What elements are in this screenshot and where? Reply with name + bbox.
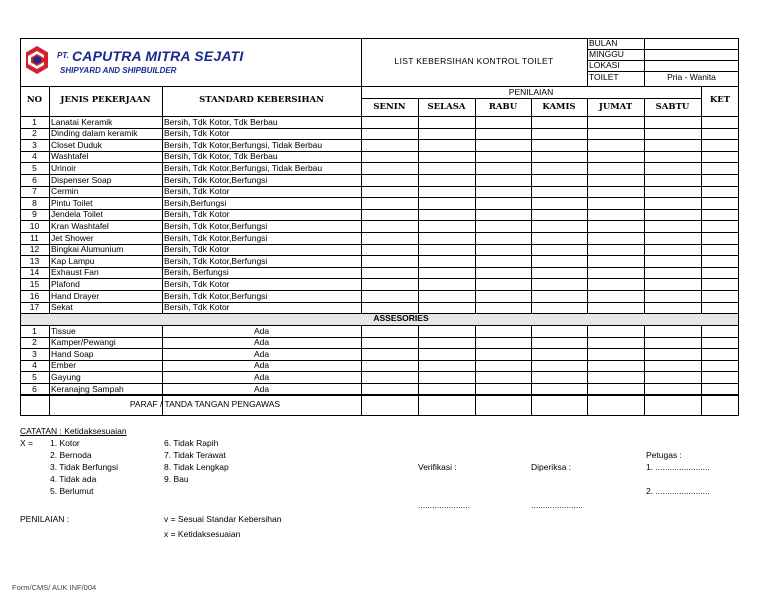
row-standard: Ada [253, 360, 270, 371]
catatan-item: 1. Kotor [50, 438, 80, 448]
bulan-label: BULAN [589, 38, 618, 48]
row-standard: Bersih, Tdk Kotor [164, 128, 230, 139]
row-standard: Ada [253, 383, 270, 394]
catatan-x-label: X = [20, 438, 33, 448]
row-standard: Bersih, Tdk Kotor, Tdk Berbau [164, 151, 278, 162]
row-jenis: Jendela Toilet [51, 209, 103, 220]
row-standard: Bersih, Tdk Kotor,Berfungsi [164, 232, 268, 243]
row-jenis: Kamper/Pewangi [51, 337, 116, 348]
row-number: 10 [29, 220, 40, 231]
catatan-item: 3. Tidak Berfungsi [50, 462, 119, 472]
row-jenis: Jet Shower [51, 232, 94, 243]
row-jenis: Washtafel [51, 151, 89, 162]
minggu-label: MINGGU [589, 49, 624, 59]
row-jenis: Kran Washtafel [51, 220, 109, 231]
row-standard: Ada [253, 325, 270, 336]
row-number: 9 [32, 209, 37, 220]
row-number: 1 [32, 325, 37, 336]
row-number: 2 [32, 337, 37, 348]
row-jenis: Exhaust Fan [51, 267, 99, 278]
row-standard: Bersih, Berfungsi [164, 267, 229, 278]
row-number: 4 [32, 151, 37, 162]
assesories-title: ASSESORIES [373, 313, 429, 323]
row-number: 11 [30, 232, 39, 243]
catatan-item: 5. Berlumut [50, 486, 94, 496]
company-tagline: SHIPYARD AND SHIPBUILDER [60, 66, 177, 75]
row-number: 6 [32, 174, 37, 185]
diperiksa-signature-line: ...................... [531, 500, 583, 510]
row-number: 5 [32, 371, 37, 382]
row-standard: Bersih, Tdk Kotor,Berfungsi [164, 220, 268, 231]
row-jenis: Ember [51, 360, 77, 371]
form-title: LIST KEBERSIHAN KONTROL TOILET [394, 56, 554, 66]
row-standard: Bersih, Tdk Kotor,Berfungsi, Tidak Berbau [164, 139, 323, 150]
row-number: 3 [32, 139, 37, 150]
row-jenis: Hand Soap [51, 348, 94, 359]
header-ket: KET [709, 95, 731, 105]
row-number: 14 [29, 267, 40, 278]
row-jenis: Keranajng Sampah [51, 383, 124, 394]
row-number: 15 [29, 278, 40, 289]
row-jenis: Hand Drayer [51, 290, 100, 301]
form-code: Form/CMS/ AUK INF/004 [12, 583, 97, 592]
catatan-item: 9. Bau [164, 474, 189, 484]
row-standard: Bersih, Tdk Kotor,Berfungsi [164, 174, 268, 185]
row-standard: Bersih, Tdk Kotor [164, 209, 230, 220]
row-standard: Ada [253, 371, 270, 382]
verifikasi-signature-line: ...................... [418, 500, 470, 510]
row-number: 2 [32, 128, 37, 139]
catatan-title: CATATAN : Ketidaksesuaian [20, 426, 127, 436]
petugas-line-2: 2. ....................... [646, 486, 710, 496]
row-jenis: Closet Duduk [51, 139, 103, 150]
row-standard: Ada [253, 348, 270, 359]
catatan-item: 2. Bernoda [50, 450, 92, 460]
row-number: 12 [29, 244, 40, 255]
row-number: 6 [32, 383, 37, 394]
row-jenis: Gayung [51, 371, 81, 382]
header-penilaian: PENILAIAN [508, 87, 554, 97]
lokasi-label: LOKASI [589, 60, 620, 70]
row-jenis: Cermin [51, 186, 79, 197]
row-standard: Bersih, Tdk Kotor,Berfungsi [164, 290, 268, 301]
verifikasi-label: Verifikasi : [418, 462, 457, 472]
header-no: NO [26, 95, 43, 105]
row-standard: Bersih,Berfungsi [164, 197, 227, 208]
toilet-label: TOILET [589, 72, 619, 82]
row-number: 1 [32, 116, 37, 127]
row-standard: Bersih, Tdk Kotor [164, 278, 230, 289]
row-standard: Bersih, Tdk Kotor, Tdk Berbau [164, 116, 278, 127]
row-standard: Bersih, Tdk Kotor [164, 244, 230, 255]
row-number: 17 [29, 302, 40, 313]
company-logo [24, 45, 50, 75]
penilaian-v-line: v = Sesuai Standar Kebersihan [164, 514, 282, 524]
catatan-item: 8. Tidak Lengkap [164, 462, 229, 472]
header-day-sabtu: SABTU [655, 102, 690, 112]
row-standard: Bersih, Tdk Kotor,Berfungsi [164, 255, 268, 266]
row-jenis: Sekat [51, 302, 73, 313]
row-jenis: Bingkai Alumunium [51, 244, 124, 255]
row-number: 8 [32, 197, 37, 208]
header-day-rabu: RABU [488, 102, 518, 112]
row-number: 5 [32, 162, 37, 173]
header-jenis: JENIS PEKERJAAN [60, 95, 151, 105]
row-jenis: Lanatai Keramik [51, 116, 113, 127]
row-number: 16 [29, 290, 40, 301]
header-day-senin: SENIN [373, 102, 406, 112]
row-jenis: Tissue [51, 325, 76, 336]
catatan-item: 4. Tidak ada [50, 474, 97, 484]
logo-icon [24, 45, 50, 75]
row-standard: Bersih, Tdk Kotor [164, 186, 230, 197]
row-number: 3 [32, 348, 37, 359]
row-standard: Bersih, Tdk Kotor [164, 302, 230, 313]
header-standard: STANDARD KEBERSIHAN [199, 95, 324, 105]
row-jenis: Dinding dalam keramik [51, 128, 138, 139]
penilaian-label: PENILAIAN : [20, 514, 70, 524]
row-jenis: Dispenser Soap [51, 174, 112, 185]
header-day-selasa: SELASA [427, 102, 466, 112]
company-name: CAPUTRA MITRA SEJATI [72, 48, 244, 64]
row-jenis: Kap Lampu [51, 255, 95, 266]
company-prefix: PT. [57, 51, 69, 60]
row-standard: Ada [253, 337, 270, 348]
petugas-label: Petugas : [646, 450, 682, 460]
row-jenis: Plafond [51, 278, 80, 289]
row-standard: Bersih, Tdk Kotor,Berfungsi, Tidak Berbau [164, 162, 323, 173]
row-number: 4 [32, 360, 37, 371]
penilaian-x-line: x = Ketidaksesuaian [164, 529, 241, 539]
diperiksa-label: Diperiksa : [531, 462, 572, 472]
row-jenis: Pintu Toilet [51, 197, 93, 208]
header-day-jumat: JUMAT [598, 102, 633, 112]
catatan-item: 6. Tidak Rapih [164, 438, 219, 448]
paraf-label: PARAF / TANDA TANGAN PENGAWAS [129, 399, 281, 409]
petugas-line-1: 1. ....................... [646, 462, 710, 472]
header-day-kamis: KAMIS [542, 102, 576, 112]
toilet-value: Pria - Wanita [667, 72, 716, 82]
catatan-item: 7. Tidak Terawat [164, 450, 226, 460]
row-number: 7 [32, 186, 37, 197]
row-number: 13 [29, 255, 40, 266]
row-jenis: Urinoir [51, 162, 77, 173]
